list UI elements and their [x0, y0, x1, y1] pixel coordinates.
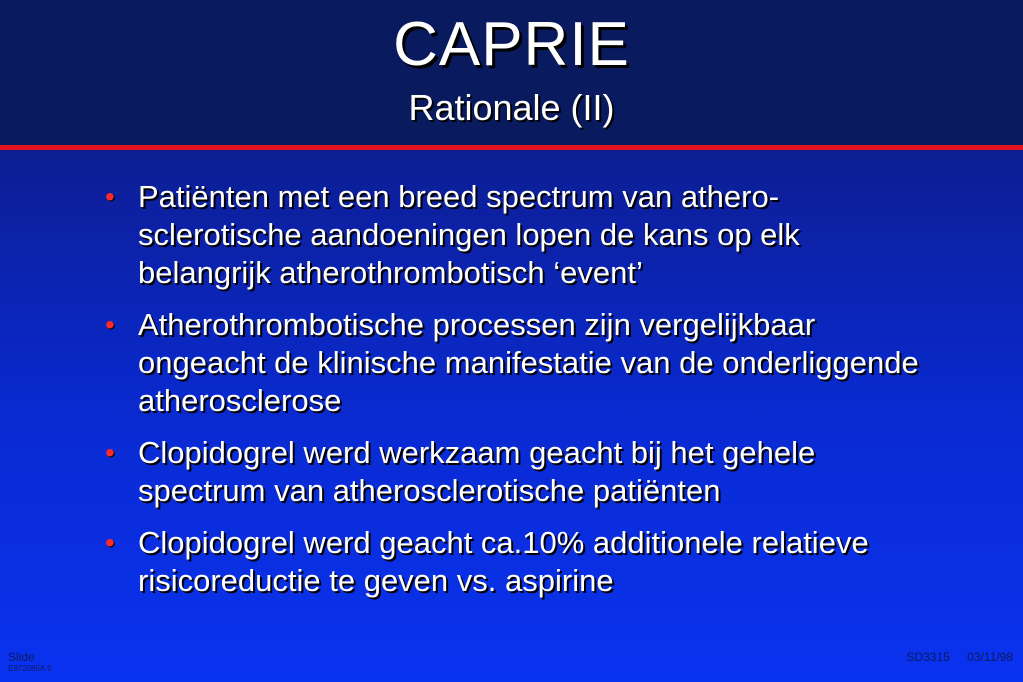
bullet-item [100, 178, 930, 292]
bullet-item [100, 306, 930, 420]
bullet-dot-icon: • [105, 437, 115, 468]
footer-date: 03/11/98 [967, 650, 1013, 664]
bullet-list [100, 178, 930, 614]
slide-subtitle: Rationale (II) [408, 87, 615, 128]
bullet-text: Clopidogrel werd werkzaam geacht bij het gehele spectrum van atherosclerotische patiënten [138, 435, 816, 508]
footer-left [8, 650, 52, 674]
bullet-text: Patiënten met een breed spectrum van athero-sclerotische aandoeningen lopen de kans op elk belangrijk atherothrombotisch ‘event’ [138, 179, 800, 290]
slide-label: Slide [8, 650, 35, 664]
footer-right [892, 650, 1013, 664]
bullet-dot-icon: • [105, 527, 115, 558]
bullet-dot-icon: • [105, 309, 115, 340]
bullet-text: Clopidogrel werd geacht ca.10% additionele relatieve risicoreductie te geven vs. aspirine [138, 525, 869, 598]
header-divider [0, 145, 1023, 150]
bullet-item [100, 524, 930, 600]
slide-code: E972085A 5 [8, 664, 52, 673]
document-code: SD3315 [906, 650, 950, 664]
bullet-dot-icon: • [105, 181, 115, 212]
bullet-text: Atherothrombotische processen zijn vergelijkbaar ongeacht de klinische manifestatie van de onderliggende atherosclerose [138, 307, 919, 418]
slide-title: CAPRIE [393, 10, 630, 79]
bullet-item [100, 434, 930, 510]
